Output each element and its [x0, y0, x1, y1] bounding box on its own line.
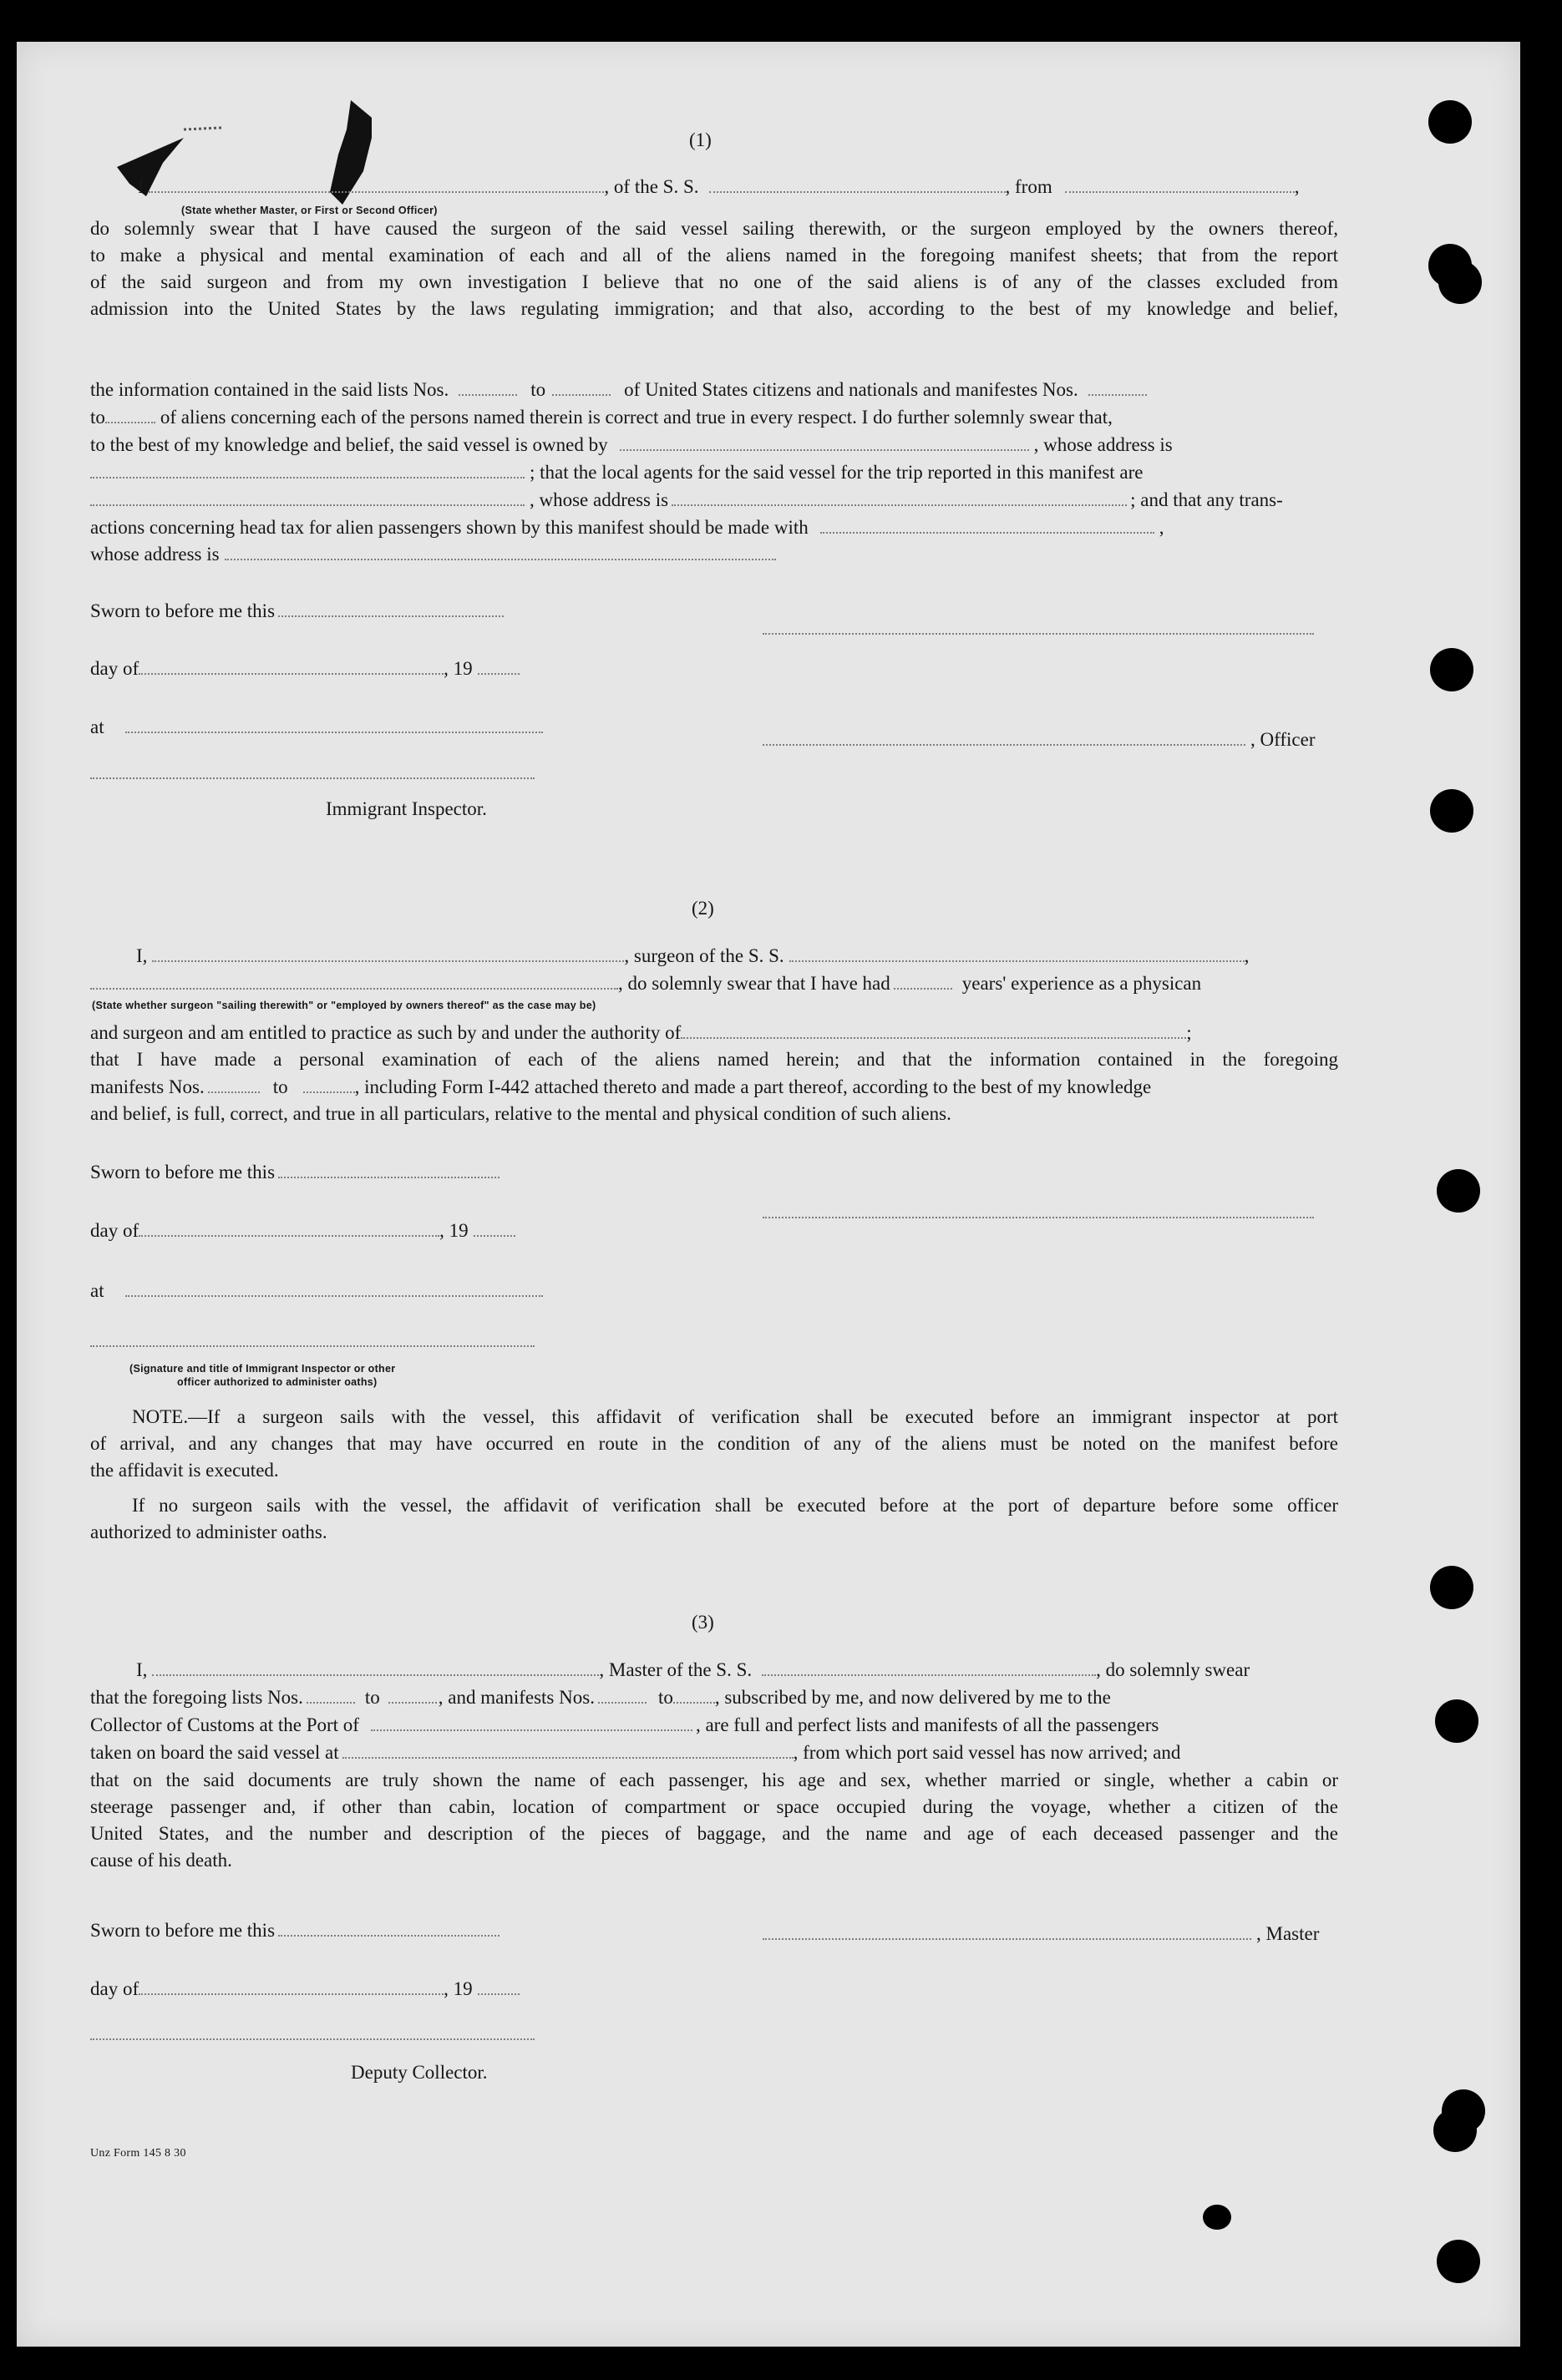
- ink-blot: [1203, 2205, 1231, 2230]
- section-1-inspector-line: [90, 777, 535, 779]
- binder-hole: [1437, 2240, 1480, 2283]
- section-3-day: day of , 19: [90, 1977, 520, 2001]
- section-1-at: at: [90, 716, 543, 739]
- section-1-number: (1): [689, 129, 712, 150]
- section-1-line-10: actions concerning head tax for alien passengers shown by this manifest should be made with ,: [90, 517, 1164, 538]
- section-3-master: , Master: [763, 1922, 1319, 1946]
- section-2-day: day of , 19: [90, 1219, 515, 1243]
- section-2-line-3: and surgeon and am entitled to practice as such by and under the authority of ;: [90, 1022, 1192, 1043]
- section-1-line-11: whose address is: [90, 543, 776, 566]
- section-1-sworn: Sworn to before me this: [90, 600, 504, 623]
- section-1-line-8: ; that the local agents for the said vessel for the trip reported in this manifest are: [90, 461, 1143, 484]
- section-1-line-7: to the best of my knowledge and belief, the said vessel is owned by , whose address is: [90, 434, 1173, 455]
- section-2-line-6: and belief, is full, correct, and true in all particulars, relative to the mental and physical condition of such aliens.: [90, 1103, 951, 1124]
- section-2-number: (2): [692, 898, 714, 919]
- section-1-caption: (State whether Master, or First or Second Officer): [181, 205, 438, 216]
- section-3-line-4: taken on board the said vessel at , from which port said vessel has now arrived; and: [90, 1742, 1181, 1763]
- section-1-line-5: the information contained in the said lists Nos. to of United States citizens and nationals and manifestes Nos.: [90, 378, 1147, 402]
- section-1-paragraph: do solemnly swear that I have caused the surgeon of the said vessel sailing therewith, or the surgeon employed by the owners thereof, to make a physical and mental examination of each and all of the aliens named in the foregoing manifest sheets; that from the report of the said surgeon and from my own investigation I believe that no one of the said aliens is of any of the classes excluded from admission into the United States by the laws regulating immigration; and that also, according to the best of my knowledge and belief,: [90, 218, 1338, 319]
- section-2-sworn: Sworn to before me this: [90, 1161, 500, 1184]
- binder-hole: [1437, 1169, 1480, 1213]
- section-2-caption: (State whether surgeon "sailing therewith" or "employed by owners thereof" as the case may be): [92, 1000, 596, 1011]
- section-3-line-2: that the foregoing lists Nos. to , and manifests Nos. to , subscribed by me, and now delivered by me to the: [90, 1687, 1111, 1708]
- binder-hole: [1438, 261, 1482, 304]
- section-2-signature-line: [763, 1216, 1314, 1218]
- form-page: [17, 42, 1520, 2347]
- section-2-at: at: [90, 1279, 543, 1303]
- section-1-signature-line: [763, 632, 1314, 635]
- section-2-line-2: , do solemnly swear that I have had years' experience as a physican: [90, 972, 1201, 995]
- section-3-collector-caption: Deputy Collector.: [351, 2062, 488, 2083]
- section-2-line-4: that I have made a personal examination of each of the aliens named herein; and that the information contained in the foregoing: [90, 1049, 1338, 1070]
- binder-hole: [1428, 100, 1472, 144]
- section-3-sworn: Sworn to before me this: [90, 1919, 500, 1942]
- section-2-signature-caption-2: officer authorized to administer oaths): [177, 1376, 378, 1388]
- section-2-line-1: I, , surgeon of the S. S. ,: [136, 945, 1250, 966]
- section-3-line-3: Collector of Customs at the Port of , are full and perfect lists and manifests of all the passengers: [90, 1714, 1159, 1735]
- section-2-line-5: manifests Nos. to , including Form I-442 attached thereto and made a part thereof, according to the best of my knowledge: [90, 1076, 1152, 1097]
- form-number: Unz Form 145 8 30: [90, 2147, 186, 2160]
- section-1-line-9: , whose address is ; and that any trans-: [90, 489, 1283, 512]
- section-3-paragraph: that on the said documents are truly shown the name of each passenger, his age and sex, whether married or single, whether a cabin or steerage passenger and, if other than cabin, location of compartment or space occupied during the voyage, whether a citizen of the United States, and the number and description of the pieces of baggage, and the name and age of each deceased passenger and the cause of his death.: [90, 1770, 1338, 1871]
- section-2-signature-caption-1: (Signature and title of Immigrant Inspector or other: [129, 1363, 396, 1375]
- section-1-inspector-caption: Immigrant Inspector.: [326, 798, 487, 819]
- section-1-officer: , Officer: [763, 728, 1315, 752]
- section-1-day: day of , 19: [90, 657, 520, 681]
- section-1-line-6: to of aliens concerning each of the persons named therein is correct and true in every respect. I do further solemnly swear that,: [90, 407, 1113, 428]
- section-3-collector-line: [90, 2038, 535, 2040]
- binder-hole: [1430, 789, 1473, 833]
- binder-hole: [1433, 2109, 1477, 2152]
- binder-hole: [1430, 648, 1473, 691]
- note-paragraph: NOTE.—If a surgeon sails with the vessel, this affidavit of verification shall be executed before an immigrant inspector at port of arrival, and any changes that may have occurred en route in the condition of any of the aliens must be noted on the manifest before the affidavit is executed. If no surgeon sails with the vessel, the affidavit of verification shall be executed before at the port of departure before some officer authorized to administer oaths.: [90, 1406, 1338, 1542]
- section-1-line-1: I, , of the S. S. , from ,: [138, 176, 1300, 197]
- section-3-number: (3): [692, 1612, 714, 1633]
- binder-hole: [1435, 1699, 1478, 1743]
- section-3-line-1: I, , Master of the S. S. , do solemnly swear: [136, 1659, 1250, 1680]
- binder-hole: [1430, 1566, 1473, 1609]
- section-2-signature-caption-line: [90, 1344, 535, 1347]
